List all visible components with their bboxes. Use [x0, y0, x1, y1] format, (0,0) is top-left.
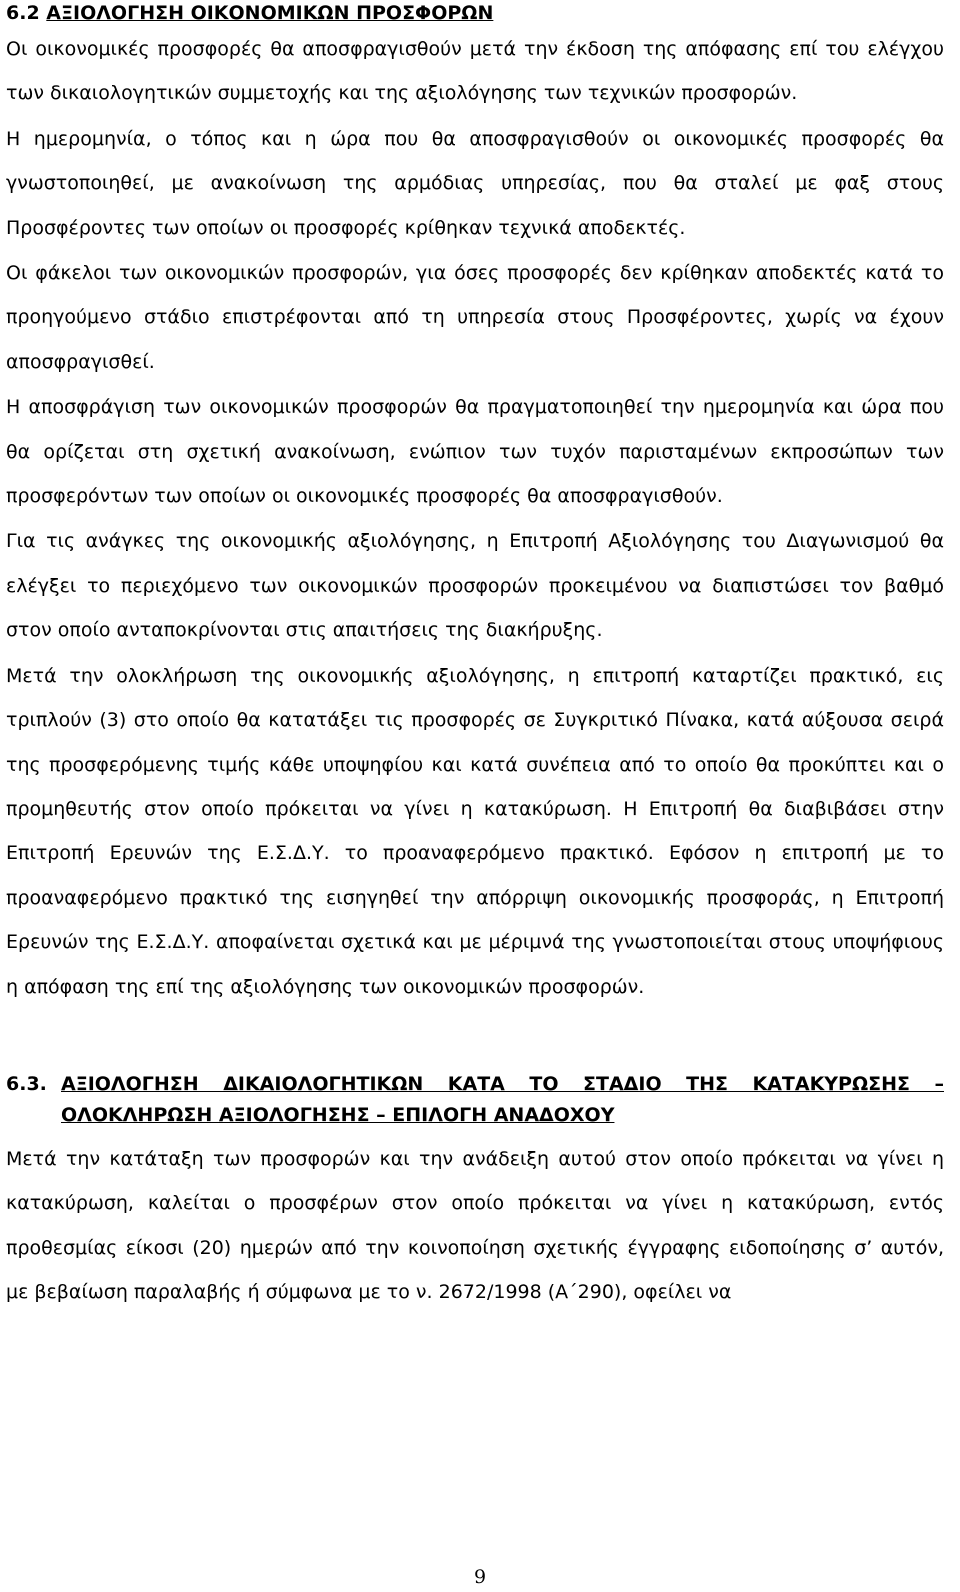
paragraph: Οι οικονομικές προσφορές θα αποσφραγισθούν μετά την έκδοση της απόφασης επί του ελέγχου των δικαιολογητικών συμμετοχής και της αξιολόγησης των τεχνικών προσφορών. — [6, 38, 944, 105]
section-number: 6.3. — [6, 1072, 47, 1095]
paragraph: Για τις ανάγκες της οικονομικής αξιολόγησης, η Επιτροπή Αξιολόγησης του Διαγωνισμού θα ελέγξει το περιεχόμενο των οικονομικών προσφορών προκειμένου να διαπιστώσει τον βαθμό στον οποίο ανταποκρίνονται στις απαιτήσεις της διακήρυξης. — [6, 530, 944, 642]
paragraph: Η αποσφράγιση των οικονομικών προσφορών θα πραγματοποιηθεί την ημερομηνία και ώρα που θα ορίζεται στη σχετική ανακοίνωση, ενώπιον των τυχόν παρισταμένων εκπροσώπων των προσφερόντων των οποίων οι οικονομικές προσφορές θα αποσφραγισθούν. — [6, 396, 944, 508]
section-6-2-heading — [6, 0, 944, 26]
section-title: ΑΞΙΟΛΟΓΗΣΗ ΟΙΚΟΝΟΜΙΚΩΝ ΠΡΟΣΦΟΡΩΝ — [46, 2, 494, 24]
page-number: 9 — [473, 1566, 487, 1588]
paragraph: Η ημερομηνία, ο τόπος και η ώρα που θα αποσφραγισθούν οι οικονομικές προσφορές θα γνωστοποιηθεί, με ανακοίνωση της αρμόδιας υπηρεσίας, που θα σταλεί με φαξ στους Προσφέροντες των οποίων οι προσφορές κρίθηκαν τεχνικά αποδεκτές. — [6, 127, 944, 239]
section-6-3-heading — [6, 1069, 944, 1131]
paragraph: Μετά την ολοκλήρωση της οικονομικής αξιολόγησης, η επιτροπή καταρτίζει πρακτικό, εις τριπλούν (3) στο οποίο θα κατατάξει τις προσφορές σε Συγκριτικό Πίνακα, κατά αύξουσα σειρά της προσφερόμενης τιμής κάθε υποψηφίου και κατά συνέπεια από το οποίο θα προκύπτει και ο προμηθευτής στον οποίο πρόκειται να γίνει η κατακύρωση. Η Επιτροπή θα διαβιβάσει στην Επιτροπή Ερευνών της Ε.Σ.Δ.Υ. το προαναφερόμενο πρακτικό. Εφόσον η επιτροπή με το προαναφερόμενο πρακτικό της εισηγηθεί την απόρριψη οικονομικής προσφοράς, η Επιτροπή Ερευνών της Ε.Σ.Δ.Υ. αποφαίνεται σχετικά και με μέριμνά της γνωστοποιείται στους υποψήφιους η απόφαση της επί της αξιολόγησης των οικονομικών προσφορών. — [6, 664, 944, 998]
section-title: ΑΞΙΟΛΟΓΗΣΗ ΔΙΚΑΙΟΛΟΓΗΤΙΚΩΝ ΚΑΤΑ ΤΟ ΣΤΑΔΙΟ ΤΗΣ ΚΑΤΑΚΥΡΩΣΗΣ – ΟΛΟΚΛΗΡΩΣΗ ΑΞΙΟΛΟΓΗΣΗΣ – ΕΠΙΛΟΓΗ ΑΝΑΔΟΧΟΥ — [61, 1072, 944, 1126]
section-spacer — [6, 1009, 944, 1069]
document-page — [6, 0, 944, 1315]
paragraph: Οι φάκελοι των οικονομικών προσφορών, για όσες προσφορές δεν κρίθηκαν αποδεκτές κατά το προηγούμενο στάδιο επιστρέφονται από τη υπηρεσία στους Προσφέροντες, χωρίς να έχουν αποσφραγισθεί. — [6, 262, 944, 373]
paragraph: Μετά την κατάταξη των προσφορών και την ανάδειξη αυτού στον οποίο πρόκειται να γίνει η κατακύρωση, καλείται ο προσφέρων στον οποίο πρόκειται να γίνει η κατακύρωση, εντός προθεσμίας είκοσι (20) ημερών από την κοινοποίηση σχετικής έγγραφης ειδοποίησης σ’ αυτόν, με βεβαίωση παραλαβής ή σύμφωνα με το ν. 2672/1998 (Α΄290), οφείλει να — [6, 1147, 944, 1304]
section-number: 6.2 — [6, 2, 40, 24]
